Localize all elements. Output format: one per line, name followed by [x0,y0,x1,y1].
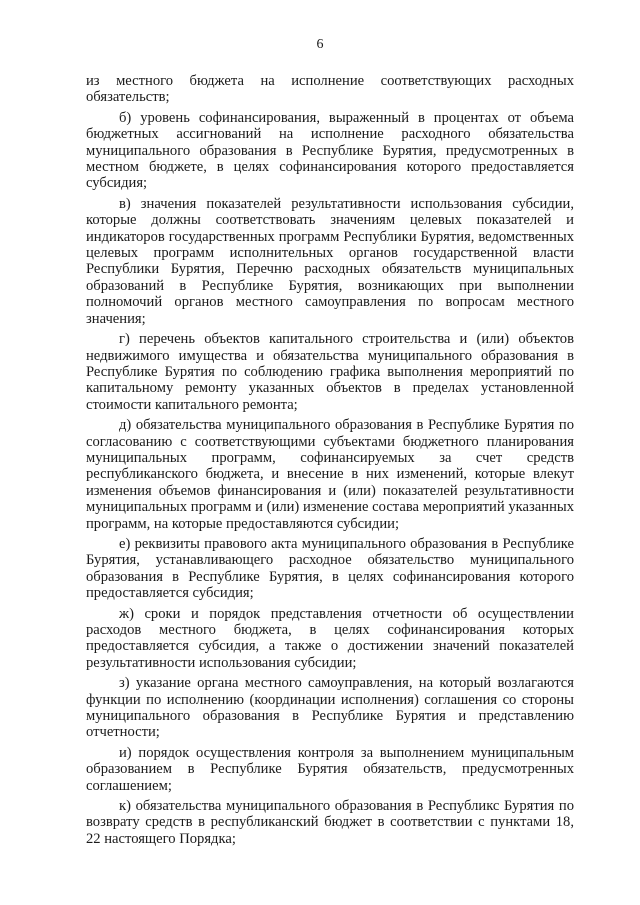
document-body [86,73,574,851]
paragraph-item-g: г) перечень объектов капитального строительства и (или) объектов недвижимого имущества и обязательства муниципального образования в Республике Бурятия по соблюдению графика выполнения мероприятий по капитальному ремонту указанных объектов в пределах установленной стоимости капитального ремонта; [86,331,574,413]
paragraph-item-zh: ж) сроки и порядок представления отчетности об осуществлении расходов местного бюджета, в целях софинансирования которых предоставляется субсидия, а также о достижении значений показателей результативности использования субсидии; [86,605,574,671]
paragraph-item-v: в) значения показателей результативности использования субсидии, которые должны соответствовать значениям целевых показателей и индикаторов государственных программ Республики Бурятия, ведомственных целевых программ исполнительных органов государственной власти Республики Бурятия, Перечню расходных обязательств муниципальных образований в Республике Бурятия, возникающих при выполнении полномочий органов местного самоуправления по вопросам местного значения; [86,195,574,327]
paragraph-item-z: з) указание органа местного самоуправления, на который возлагаются функции по исполнению (координации исполнения) соглашения со стороны муниципального образования в Республике Бурятия и представлению отчетности; [86,675,574,741]
paragraph-continuation: из местного бюджета на исполнение соответствующих расходных обязательств; [86,73,574,106]
paragraph-item-d: д) обязательства муниципального образования в Республике Бурятия по согласованию с соответствующими субъектами бюджетного планирования муниципальных программ, софинансируемых за счет средств республиканского бюджета, и внесение в них изменений, которые влекут изменения объемов финансирования и (или) показателей результативности муниципальных программ и (или) изменение состава мероприятий указанных программ, на которые предоставляются субсидии; [86,417,574,532]
paragraph-item-i: и) порядок осуществления контроля за выполнением муниципальным образованием в Республике Бурятия обязательств, предусмотренных соглашением; [86,744,574,794]
page-number: 6 [316,37,324,52]
paragraph-item-k: к) обязательства муниципального образования в Республикс Бурятия по возврату средств в республиканский бюджет в соответствии с пунктами 18, 22 настоящего Порядка; [86,798,574,847]
paragraph-item-b: б) уровень софинансирования, выраженный в процентах от объема бюджетных ассигнований на исполнение расходного обязательства муниципального образования в Республике Бурятия, предусмотренных в местном бюджете, в целях софинансирования которого предоставляется субсидия; [86,109,574,192]
paragraph-item-e: е) реквизиты правового акта муниципального образования в Республике Бурятия, устанавливающего расходное обязательство муниципального образования в Республике Бурятия, в целях софинансирования которого предоставляется субсидия; [86,535,574,602]
